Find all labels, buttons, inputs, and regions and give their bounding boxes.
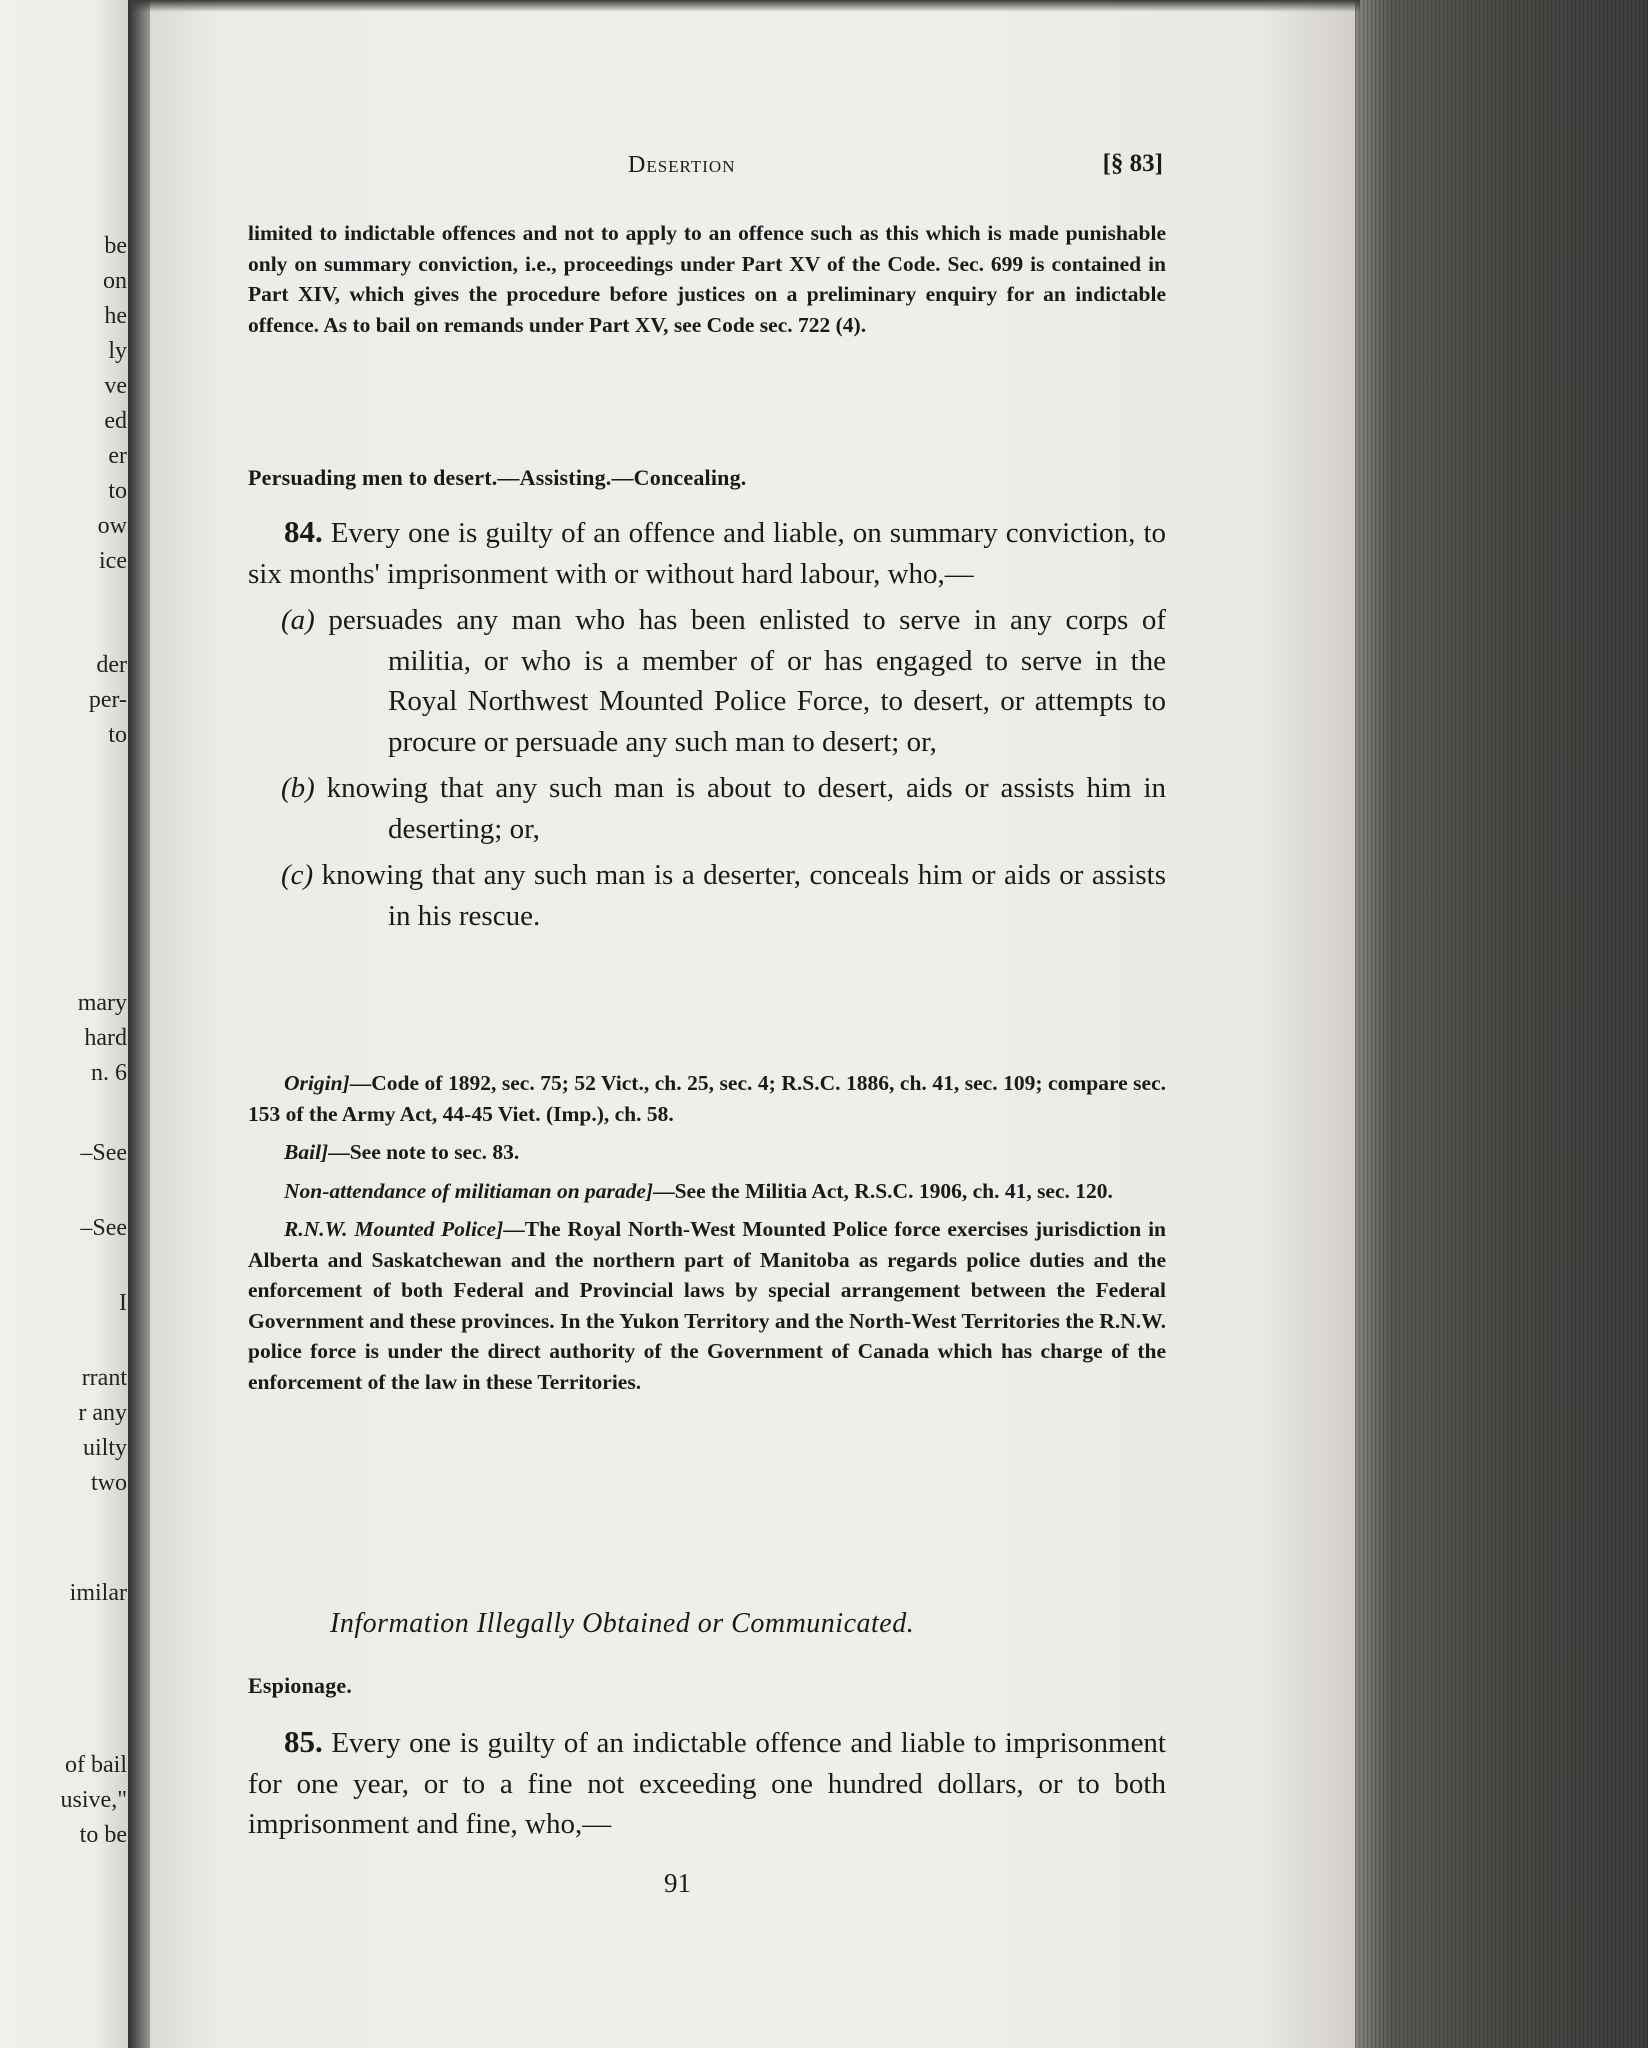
- clause-b-text: knowing that any such man is about to desert, aids or assists him in deserting; or,: [326, 772, 1167, 845]
- clause-c: [248, 855, 1166, 936]
- note-origin-label: Origin]: [284, 1071, 350, 1095]
- section-85-body: [248, 1722, 1166, 1845]
- left-page-fragment: hard: [84, 1025, 127, 1051]
- left-page-fragment: two: [91, 1470, 127, 1496]
- left-page-fragment: on: [103, 268, 127, 294]
- section-84-heading: Persuading men to desert.—Assisting.—Concealing.: [248, 465, 747, 490]
- left-page-fragment: he: [104, 303, 127, 329]
- section-84-body: [248, 512, 1166, 936]
- left-page-fragment: usive,": [60, 1787, 127, 1813]
- page-block-edge: [1355, 0, 1648, 2048]
- clause-c-text: knowing that any such man is a deserter, conceals him or aids or assists in his rescue.: [321, 859, 1167, 932]
- intro-paragraph-block: [248, 218, 1166, 340]
- intro-paragraph: limited to indictable offences and not to apply to an offence such as this which is made punishable only on summary conviction, i.e., proceedings under Part XV of the Code. Sec. 699 is contained in Part XIV, which gives the procedure before justices on a preliminary enquiry for an indictable offence. As to bail on remands under Part XV, see Code sec. 722 (4).: [248, 221, 1166, 337]
- left-page-fragment: per-: [88, 687, 127, 713]
- left-page-fragment: er: [108, 443, 127, 469]
- section-84-notes: [248, 1068, 1166, 1405]
- left-page-fragment: uilty: [82, 1435, 127, 1461]
- left-page-fragment: –See: [80, 1140, 127, 1166]
- book-gutter: [128, 0, 150, 2048]
- top-shadow: [130, 0, 1360, 12]
- left-page-fragment: of bail: [65, 1752, 127, 1778]
- note-non-attendance-label: Non-attendance of militiaman on parade]: [284, 1178, 654, 1203]
- left-page-fragment: ed: [104, 408, 127, 434]
- left-page-fragment: r any: [78, 1400, 127, 1426]
- left-page-fragment: –See: [80, 1215, 127, 1241]
- left-page-fragment: imilar: [69, 1580, 127, 1606]
- section-85-lead-para: [248, 1722, 1166, 1845]
- note-bail-text: —See note to sec. 83.: [328, 1140, 520, 1164]
- left-page-fragment: ice: [99, 548, 127, 574]
- section-reference: [§ 83]: [1102, 150, 1163, 177]
- clause-a-label: (a): [281, 604, 315, 636]
- left-page-fragment: ow: [97, 513, 127, 539]
- left-page-fragment: to: [108, 478, 127, 504]
- left-page-fragment: rrant: [81, 1365, 127, 1391]
- section-84-lead: Every one is guilty of an offence and liable, on summary conviction, to six months' imprisonment with or without hard labour, who,—: [248, 517, 1167, 590]
- section-85-heading: Espionage.: [248, 1673, 353, 1698]
- part-heading: Information Illegally Obtained or Communicated.: [330, 1608, 915, 1639]
- running-title: Desertion: [628, 152, 736, 178]
- note-origin: [248, 1068, 1166, 1129]
- note-rnw-police: [248, 1214, 1166, 1397]
- clause-a: [248, 600, 1166, 762]
- note-bail-label: Bail]: [284, 1140, 329, 1164]
- left-page-fragment: der: [96, 652, 127, 678]
- left-page-fragment: n. 6: [91, 1060, 127, 1086]
- page-number: 91: [664, 1868, 691, 1898]
- left-page-fragment: ve: [104, 373, 127, 399]
- left-page: [0, 0, 135, 2048]
- note-non-attendance: [248, 1176, 1166, 1207]
- clause-c-label: (c): [281, 859, 314, 891]
- note-bail: [248, 1137, 1166, 1168]
- note-origin-text: —Code of 1892, sec. 75; 52 Vict., ch. 25, sec. 4; R.S.C. 1886, ch. 41, sec. 109; compare sec. 153 of the Army Act, 44-45 Viet. (Imp.), ch. 58.: [248, 1071, 1166, 1126]
- clause-b-label: (b): [281, 772, 315, 804]
- left-page-fragment: to be: [79, 1822, 127, 1848]
- left-page-fragment: ly: [108, 338, 127, 364]
- left-page-fragment: be: [104, 233, 127, 259]
- left-page-fragment: to: [108, 722, 127, 748]
- clause-b: [248, 768, 1166, 849]
- note-rnw-police-label: R.N.W. Mounted Police]: [284, 1217, 504, 1241]
- section-84-number: 84.: [284, 514, 323, 549]
- note-non-attendance-text: —See the Militia Act, R.S.C. 1906, ch. 41, sec. 120.: [653, 1178, 1113, 1203]
- left-page-fragment: mary: [77, 990, 127, 1016]
- left-page-fragment: I: [119, 1290, 127, 1316]
- clause-a-text: persuades any man who has been enlisted to serve in any corps of militia, or who is a member of or has engaged to serve in the Royal Northwest Mounted Police Force, to desert, or attempts to procure or persuade any such man to desert; or,: [328, 604, 1167, 758]
- section-85-number: 85.: [284, 1724, 323, 1759]
- section-84-lead-para: [248, 512, 1166, 594]
- section-85-lead: Every one is guilty of an indictable offence and liable to imprisonment for one year, or to a fine not exceeding one hundred dollars, or to both imprisonment and fine, who,—: [248, 1727, 1166, 1840]
- note-rnw-police-text: —The Royal North-West Mounted Police force exercises jurisdiction in Alberta and Saskatchewan and the northern part of Manitoba as regards police duties and the enforcement of both Federal and Provincial laws by special arrangement between the Federal Government and these provinces. In the Yukon Territory and the North-West Territories the R.N.W. police force is under the direct authority of the Government of Canada which has charge of the enforcement of the law in these Territories.: [248, 1217, 1167, 1394]
